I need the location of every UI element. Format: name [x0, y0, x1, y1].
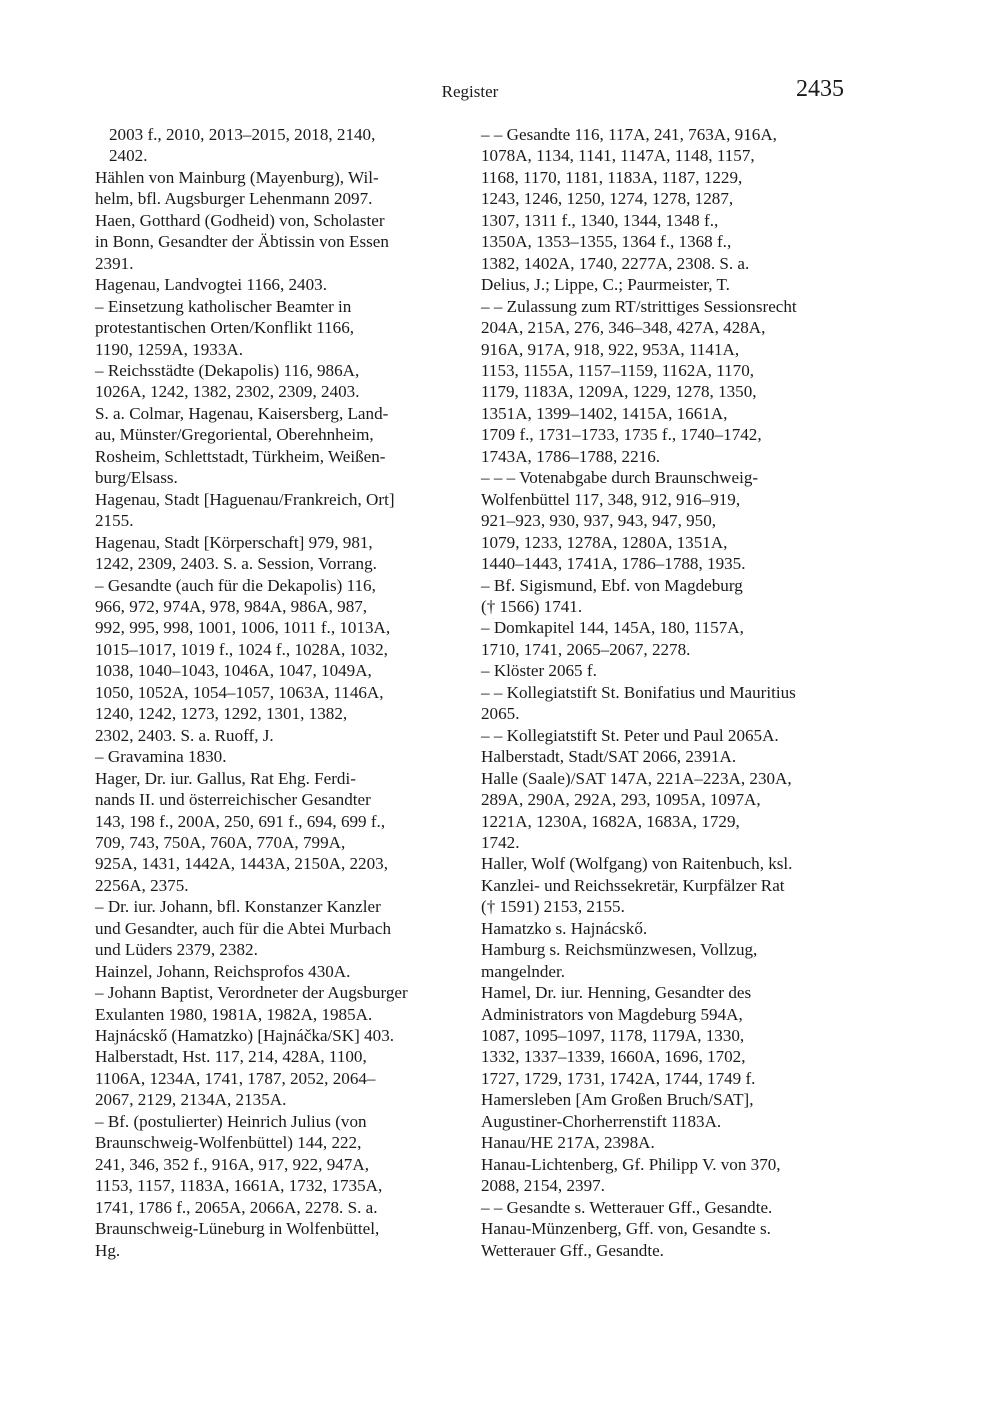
index-entry-line: Delius, J.; Lippe, C.; Paurmeister, T.: [481, 275, 730, 295]
index-entry-line: 1106A, 1234A, 1741, 1787, 2052, 2064–: [95, 1068, 376, 1088]
index-entry-line: 1087, 1095–1097, 1178, 1179A, 1330,: [481, 1026, 745, 1046]
index-entry-line: Hamel, Dr. iur. Henning, Gesandter des: [481, 983, 752, 1003]
index-entry-line: und Gesandter, auch für die Abtei Murbach: [95, 918, 391, 938]
index-entry-line: Rosheim, Schlettstadt, Türkheim, Weißen-: [95, 446, 386, 466]
index-entry-line: – Reichsstädte (Dekapolis) 116, 986A,: [95, 360, 360, 380]
index-entry-line: 916A, 917A, 918, 922, 953A, 1141A,: [481, 339, 740, 359]
index-entry: [95, 768, 467, 897]
index-entry-line: Hamersleben [Am Großen Bruch/SAT],: [481, 1090, 754, 1110]
index-entry-line: Exulanten 1980, 1981A, 1982A, 1985A.: [95, 1004, 373, 1024]
index-entry: [95, 896, 467, 960]
index-entry: [95, 124, 467, 167]
index-entry: [95, 360, 467, 489]
index-entry-line: 2088, 2154, 2397.: [481, 1176, 605, 1196]
index-entry-line: Kanzlei- und Reichssekretär, Kurpfälzer Rat: [481, 875, 785, 895]
index-entry: [481, 575, 853, 618]
index-entry-line: 2402.: [109, 146, 148, 166]
index-entry-line: 1741, 1786 f., 2065A, 2066A, 2278. S. a.: [95, 1197, 378, 1217]
index-entry-line: 1709 f., 1731–1733, 1735 f., 1740–1742,: [481, 425, 762, 445]
index-entry-line: helm, bfl. Augsburger Lehenmann 2097.: [95, 189, 373, 209]
index-entry-line: 241, 346, 352 f., 916A, 917, 922, 947A,: [95, 1154, 369, 1174]
index-entry-line: 1221A, 1230A, 1682A, 1683A, 1729,: [481, 811, 740, 831]
index-entry-line: Hamatzko s. Hajnácskő.: [481, 918, 648, 938]
index-entry-line: – Gravamina 1830.: [95, 747, 227, 767]
index-entry-line: Hanau-Lichtenberg, Gf. Philipp V. von 370,: [481, 1154, 781, 1174]
index-entry-line: Hajnácskő (Hamatzko) [Hajnáčka/SK] 403.: [95, 1026, 395, 1046]
index-entry-line: – Domkapitel 144, 145A, 180, 1157A,: [481, 618, 744, 638]
index-entry-line: († 1566) 1741.: [481, 596, 583, 616]
index-entry-line: 709, 743, 750A, 760A, 770A, 799A,: [95, 832, 346, 852]
index-entry-line: in Bonn, Gesandter der Äbtissin von Essen: [95, 232, 389, 252]
index-entry-line: 2256A, 2375.: [95, 875, 189, 895]
index-entry-line: 1079, 1233, 1278A, 1280A, 1351A,: [481, 532, 728, 552]
index-entry: [95, 274, 467, 295]
index-entry-line: 1240, 1242, 1273, 1292, 1301, 1382,: [95, 704, 348, 724]
index-entry-line: Hählen von Mainburg (Mayenburg), Wil-: [95, 167, 379, 187]
index-entry-line: 1168, 1170, 1181, 1183A, 1187, 1229,: [481, 167, 743, 187]
index-entry-line: 1243, 1246, 1250, 1274, 1278, 1287,: [481, 189, 734, 209]
index-entry-line: und Lüders 2379, 2382.: [95, 940, 258, 960]
index-entry-line: 2003 f., 2010, 2013–2015, 2018, 2140,: [109, 125, 376, 144]
index-entry: [481, 617, 853, 660]
index-entry-line: 2302, 2403. S. a. Ruoff, J.: [95, 725, 274, 745]
index-entry-line: 2065.: [481, 704, 520, 724]
index-entry-line: – – Gesandte 116, 117A, 241, 763A, 916A,: [481, 125, 777, 144]
index-entry-line: 1382, 1402A, 1740, 2277A, 2308. S. a.: [481, 253, 750, 273]
index-entry: [481, 467, 853, 574]
index-entry: [481, 124, 853, 296]
index-entry: [95, 1111, 467, 1261]
index-entry: [95, 296, 467, 360]
index-entry: [481, 768, 853, 854]
index-entry-line: 1242, 2309, 2403. S. a. Session, Vorrang.: [95, 554, 377, 574]
index-entry-line: 1440–1443, 1741A, 1786–1788, 1935.: [481, 554, 746, 574]
index-entry-line: 1153, 1155A, 1157–1159, 1162A, 1170,: [481, 360, 755, 380]
index-entry: [95, 746, 467, 767]
index-entry: [95, 961, 467, 982]
right-column: [481, 124, 853, 1261]
index-entry-line: 2155.: [95, 511, 134, 531]
page-number: 2435: [796, 76, 844, 102]
index-entry-line: Braunschweig-Lüneburg in Wolfenbüttel,: [95, 1219, 380, 1239]
index-entry-line: Hamburg s. Reichsmünzwesen, Vollzug,: [481, 940, 758, 960]
left-column: [95, 124, 467, 1261]
index-entry-line: Administrators von Magdeburg 594A,: [481, 1004, 743, 1024]
index-entry-line: nands II. und österreichischer Gesandter: [95, 790, 371, 810]
index-entry-line: 966, 972, 974A, 978, 984A, 986A, 987,: [95, 596, 368, 616]
index-entry: [481, 725, 853, 746]
index-entry-line: – Bf. (postulierter) Heinrich Julius (von: [95, 1111, 367, 1131]
index-entry-line: burg/Elsass.: [95, 468, 178, 488]
index-entry: [481, 660, 853, 681]
index-entry-line: Augustiner-Chorherrenstift 1183A.: [481, 1111, 722, 1131]
index-entry: [481, 1132, 853, 1153]
index-entry-line: – Klöster 2065 f.: [481, 661, 597, 681]
index-entry: [481, 982, 853, 1089]
index-entry-line: Halberstadt, Stadt/SAT 2066, 2391A.: [481, 747, 737, 767]
index-entry: [481, 918, 853, 939]
index-entry-line: Hanau/HE 217A, 2398A.: [481, 1133, 655, 1153]
index-entry-line: S. a. Colmar, Hagenau, Kaisersberg, Land-: [95, 403, 389, 423]
index-entry-line: 2067, 2129, 2134A, 2135A.: [95, 1090, 287, 1110]
index-entry: [481, 1154, 853, 1197]
index-entry: [481, 746, 853, 767]
index-entry-line: – Gesandte (auch für die Dekapolis) 116,: [95, 575, 376, 595]
index-entry-line: – – Zulassung zum RT/strittiges Sessionsrecht: [481, 296, 797, 316]
index-entry-line: Hagenau, Stadt [Körperschaft] 979, 981,: [95, 532, 373, 552]
running-title: Register: [441, 82, 499, 101]
index-entry: [95, 489, 467, 532]
index-entry-line: 1743A, 1786–1788, 2216.: [481, 446, 661, 466]
index-entry-line: Hg.: [95, 1240, 121, 1260]
index-entry: [481, 682, 853, 725]
index-entry-line: 1015–1017, 1019 f., 1024 f., 1028A, 1032,: [95, 639, 388, 659]
index-entry-line: 1351A, 1399–1402, 1415A, 1661A,: [481, 403, 728, 423]
index-entry-line: 1350A, 1353–1355, 1364 f., 1368 f.,: [481, 232, 732, 252]
index-entry-line: – Johann Baptist, Verordneter der Augsburger: [95, 983, 408, 1003]
index-entry-line: 1190, 1259A, 1933A.: [95, 339, 243, 359]
index-entry-line: 2391.: [95, 253, 134, 273]
index-entry-line: 1078A, 1134, 1141, 1147A, 1148, 1157,: [481, 146, 755, 166]
index-entry-line: 1307, 1311 f., 1340, 1344, 1348 f.,: [481, 210, 719, 230]
index-entry-line: – – Gesandte s. Wetterauer Gff., Gesandte.: [481, 1197, 773, 1217]
index-entry-line: – – Kollegiatstift St. Bonifatius und Mauritius: [481, 682, 796, 702]
index-entry-line: Hagenau, Landvogtei 1166, 2403.: [95, 275, 327, 295]
index-entry: [95, 532, 467, 575]
index-entry: [481, 296, 853, 468]
index-entry-line: Hanau-Münzenberg, Gff. von, Gesandte s.: [481, 1219, 771, 1239]
index-entry-line: – Bf. Sigismund, Ebf. von Magdeburg: [481, 575, 743, 595]
index-entry: [95, 1025, 467, 1046]
index-entry-line: protestantischen Orten/Konflikt 1166,: [95, 318, 355, 338]
index-entry-line: 921–923, 930, 937, 943, 947, 950,: [481, 511, 717, 531]
index-entry-line: 1727, 1729, 1731, 1742A, 1744, 1749 f.: [481, 1068, 756, 1088]
index-entry: [95, 575, 467, 747]
index-entry-line: 143, 198 f., 200A, 250, 691 f., 694, 699 f.,: [95, 811, 386, 831]
index-entry: [95, 982, 467, 1025]
index-entry-line: 204A, 215A, 276, 346–348, 427A, 428A,: [481, 318, 766, 338]
index-entry-line: Hainzel, Johann, Reichsprofos 430A.: [95, 961, 351, 981]
index-entry-line: 925A, 1431, 1442A, 1443A, 2150A, 2203,: [95, 854, 388, 874]
index-entry-line: Hagenau, Stadt [Haguenau/Frankreich, Ort]: [95, 489, 395, 509]
index-entry-line: († 1591) 2153, 2155.: [481, 897, 625, 917]
index-entry-line: 1153, 1157, 1183A, 1661A, 1732, 1735A,: [95, 1176, 383, 1196]
index-entry-line: – – Kollegiatstift St. Peter und Paul 2065A.: [481, 725, 779, 745]
index-entry: [481, 1197, 853, 1218]
index-entry-line: 1710, 1741, 2065–2067, 2278.: [481, 639, 691, 659]
index-entry: [95, 210, 467, 274]
index-entry-line: 1038, 1040–1043, 1046A, 1047, 1049A,: [95, 661, 372, 681]
index-entry-line: – Dr. iur. Johann, bfl. Konstanzer Kanzler: [95, 897, 381, 917]
index-entry-line: Haller, Wolf (Wolfgang) von Raitenbuch, ksl.: [481, 854, 793, 874]
index-entry-line: au, Münster/Gregoriental, Oberehnheim,: [95, 425, 374, 445]
index-entry-line: – – – Votenabgabe durch Braunschweig-: [481, 468, 759, 488]
index-entry: [95, 1046, 467, 1110]
index-entry-line: 1050, 1052A, 1054–1057, 1063A, 1146A,: [95, 682, 384, 702]
index-entry: [481, 853, 853, 917]
index-entry-line: Hager, Dr. iur. Gallus, Rat Ehg. Ferdi-: [95, 768, 356, 788]
index-entry-line: Braunschweig-Wolfenbüttel) 144, 222,: [95, 1133, 362, 1153]
index-entry-line: 1332, 1337–1339, 1660A, 1696, 1702,: [481, 1047, 746, 1067]
index-entry-line: 1179, 1183A, 1209A, 1229, 1278, 1350,: [481, 382, 757, 402]
index-entry-line: Wolfenbüttel 117, 348, 912, 916–919,: [481, 489, 741, 509]
index-entry-line: – Einsetzung katholischer Beamter in: [95, 296, 352, 316]
index-entry-line: Haen, Gotthard (Godheid) von, Scholaster: [95, 210, 385, 230]
index-entry-line: Halle (Saale)/SAT 147A, 221A–223A, 230A,: [481, 768, 792, 788]
index-entry-line: Halberstadt, Hst. 117, 214, 428A, 1100,: [95, 1047, 367, 1067]
index-entry-line: Wetterauer Gff., Gesandte.: [481, 1240, 664, 1260]
index-entry-line: mangelnder.: [481, 961, 566, 981]
index-entry-line: 289A, 290A, 292A, 293, 1095A, 1097A,: [481, 790, 761, 810]
index-entry-line: 1742.: [481, 832, 520, 852]
index-entry: [481, 1218, 853, 1261]
index-entry: [481, 1089, 853, 1132]
index-entry: [95, 167, 467, 210]
index-entry-line: 1026A, 1242, 1382, 2302, 2309, 2403.: [95, 382, 360, 402]
index-entry-line: 992, 995, 998, 1001, 1006, 1011 f., 1013A,: [95, 618, 391, 638]
index-entry: [481, 939, 853, 982]
